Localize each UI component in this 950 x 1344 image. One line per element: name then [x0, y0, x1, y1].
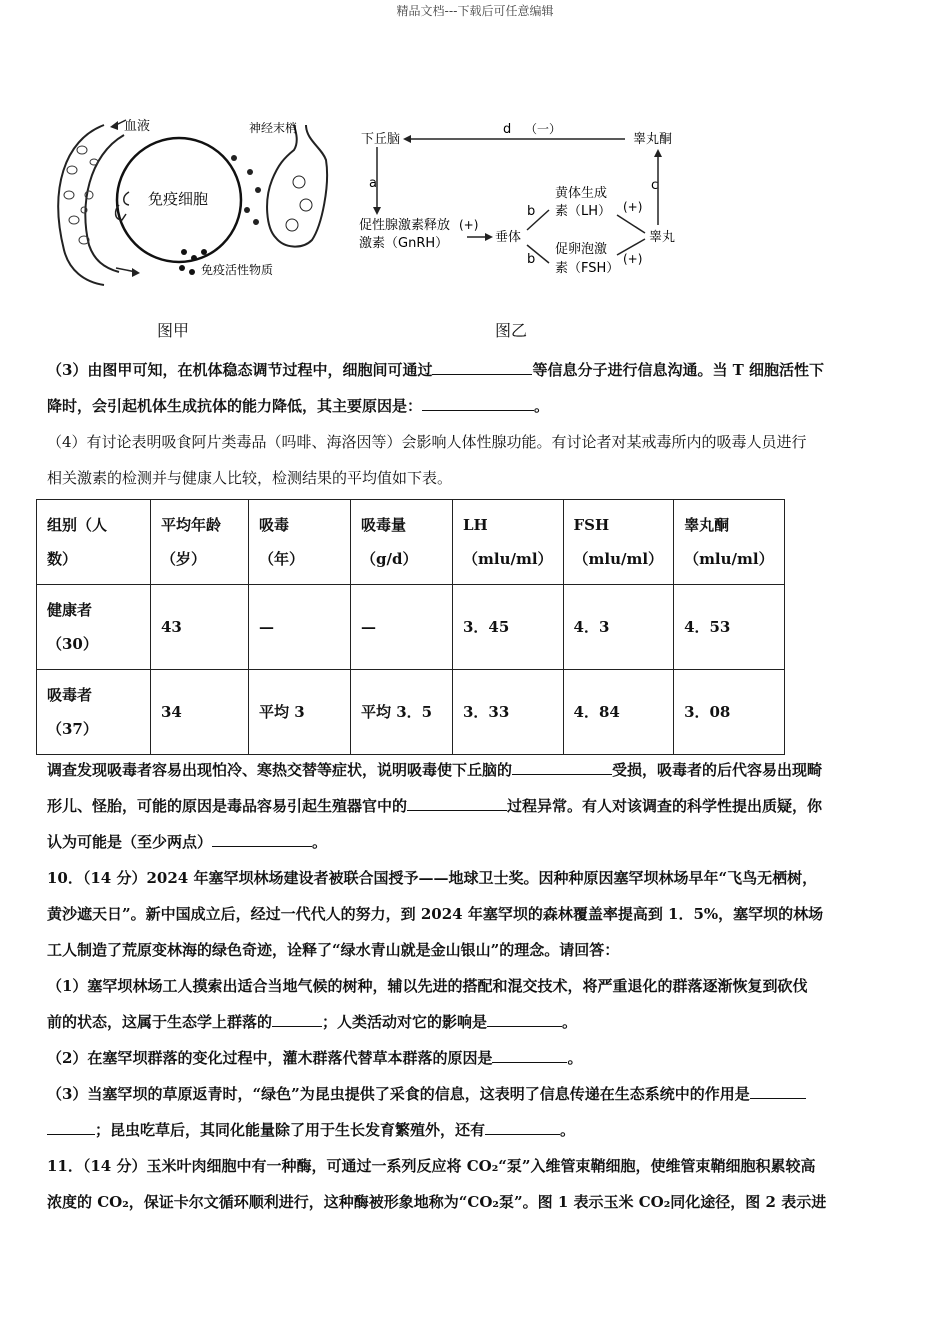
blank[interactable]	[212, 828, 312, 847]
cell: 平均 3．5	[351, 670, 453, 755]
q3-blank1[interactable]	[432, 356, 532, 375]
header-lh: LH （mlu/ml）	[453, 500, 564, 585]
figure-a-diagram	[44, 110, 344, 290]
testis-label: 睾丸	[649, 230, 676, 245]
cell: 3．33	[453, 670, 564, 755]
plus3-label: (+)	[623, 252, 643, 266]
cell: —	[249, 585, 351, 670]
page-header: 精品文档---下载后可任意编辑	[396, 4, 554, 18]
figure-b-diagram	[355, 115, 695, 285]
lh-line2: 素（LH）	[555, 204, 612, 219]
after-table-line2: 形儿、怪胎，可能的原因是毒品容易引起生殖器官中的 过程异常。有人对该调查的科学性提出质疑，你	[47, 788, 907, 824]
blank[interactable]	[47, 1116, 95, 1135]
cell: 4．3	[563, 585, 674, 670]
blank[interactable]	[492, 1044, 567, 1063]
q10-s1-line1: （1）塞罕坝林场工人摸索出适合当地气候的树种，辅以先进的搭配和混交技术，将严重退化的群落逐渐恢复到砍伐	[47, 977, 808, 995]
q4-line2: 相关激素的检测并与健康人比较，检测结果的平均值如下表。	[47, 469, 453, 487]
q10-s2: （2）在塞罕坝群落的变化过程中，灌木群落代替草本群落的原因是 。	[47, 1040, 907, 1076]
header-age: 平均年龄 （岁）	[151, 500, 249, 585]
cell: 4．84	[563, 670, 674, 755]
q4-line1: （4）有讨论表明吸食阿片类毒品（吗啡、海洛因等）会影响人体性腺功能。有讨论者对某戒毒所内的吸毒人员进行	[47, 433, 807, 451]
cell-group: 吸毒者 （37）	[37, 670, 151, 755]
hypothalamus-label: 下丘脑	[361, 132, 401, 147]
header-years: 吸毒 （年）	[249, 500, 351, 585]
c-label: c	[651, 178, 659, 193]
fsh-line2: 素（FSH）	[555, 261, 620, 276]
q10-s1-line2: 前的状态，这属于生态学上群落的 ；人类活动对它的影响是 。	[47, 1004, 907, 1040]
figure-a-caption: 图甲	[157, 321, 190, 340]
header-fsh: FSH （mlu/ml）	[563, 500, 674, 585]
hormone-table	[36, 499, 785, 755]
b1-label: b	[527, 204, 536, 219]
q3-line1: （3）由图甲可知，在机体稳态调节过程中，细胞间可通过 等信息分子进行信息沟通。当 T 细胞活性下	[47, 352, 907, 388]
pituitary-label: 垂体	[495, 230, 522, 245]
header-dose: 吸毒量 （g/d）	[351, 500, 453, 585]
blank[interactable]	[512, 756, 612, 775]
fsh-line1: 促卵泡激	[555, 242, 608, 257]
cell-group: 健康者 （30）	[37, 585, 151, 670]
blood-cells	[64, 146, 98, 244]
cell: 3．45	[453, 585, 564, 670]
blood-vessel-outer	[58, 125, 104, 285]
immune-cell-label: 免疫细胞	[148, 190, 209, 208]
blank[interactable]	[407, 792, 507, 811]
figure-b-caption: 图乙	[495, 321, 528, 340]
cell: —	[351, 585, 453, 670]
blank[interactable]	[485, 1116, 560, 1135]
blank[interactable]	[272, 1008, 322, 1027]
lh-line1: 黄体生成	[555, 186, 608, 201]
d-label: d	[503, 122, 512, 137]
q3-blank2[interactable]	[422, 392, 534, 411]
blood-label: 血液	[124, 119, 151, 134]
q10-line1: 10．（14 分）2024 年塞罕坝林场建设者被联合国授予——地球卫士奖。因种种原因塞罕坝林场早年“飞鸟无栖树，	[47, 869, 818, 887]
gnrh-line1: 促性腺激素释放	[359, 218, 451, 233]
q10-s3-line2: ；昆虫吃草后，其同化能量除了用于生长发育繁殖外，还有 。	[47, 1112, 907, 1148]
cell: 平均 3	[249, 670, 351, 755]
after-table-line1: 调查发现吸毒者容易出现怕冷、寒热交替等症状，说明吸毒使下丘脑的 受损，吸毒者的后代容易出现畸	[47, 752, 907, 788]
plus1-label: (+)	[459, 218, 479, 232]
gnrh-line2: 激素（GnRH）	[359, 236, 449, 251]
q11-line2: 浓度的 CO₂，保证卡尔文循环顺利进行，这种酶被形象地称为“CO₂泵”。图 1 表示玉米 CO₂同化途径，图 2 表示进	[47, 1193, 827, 1211]
nerve-label: 神经末梢	[249, 121, 298, 135]
cell: 43	[151, 585, 249, 670]
testosterone-label: 睾丸酮	[633, 132, 673, 147]
cell: 34	[151, 670, 249, 755]
q10-line2: 黄沙遮天日”。新中国成立后，经过一代代人的努力，到 2024 年塞罕坝的森林覆盖率提高到 1．5%，塞罕坝的林场	[47, 905, 824, 923]
q3-line2: 降时，会引起机体生成抗体的能力降低，其主要原因是： 。	[47, 388, 907, 424]
header-testosterone: 睾丸酮 （mlu/ml）	[674, 500, 785, 585]
blank[interactable]	[750, 1080, 806, 1099]
plus2-label: (+)	[623, 200, 643, 214]
header-group: 组别（人 数）	[37, 500, 151, 585]
cell: 4．53	[674, 585, 785, 670]
q10-line3: 工人制造了荒原变林海的绿色奇迹，诠释了“绿水青山就是金山银山”的理念。请回答：	[47, 941, 620, 959]
after-table-line3: 认为可能是（至少两点） 。	[47, 824, 907, 860]
b2-label: b	[527, 252, 536, 267]
a-label: a	[369, 176, 377, 191]
signal-molecules	[231, 155, 261, 225]
q10-s3-line1: （3）当塞罕坝的草原返青时，“绿色”为昆虫提供了采食的信息，这表明了信息传递在生态系统中的作用是	[47, 1076, 907, 1112]
table-header-row	[37, 500, 785, 585]
minus-label: （一）	[525, 122, 562, 136]
q11-line1: 11．（14 分）玉米叶肉细胞中有一种酶，可通过一系列反应将 CO₂“泵”入维管束鞘细胞，使维管束鞘细胞积累较高	[47, 1157, 816, 1175]
blank[interactable]	[487, 1008, 562, 1027]
table-row	[37, 585, 785, 670]
active-substance-label: 免疫活性物质	[201, 263, 274, 277]
table-row	[37, 670, 785, 755]
cell: 3．08	[674, 670, 785, 755]
